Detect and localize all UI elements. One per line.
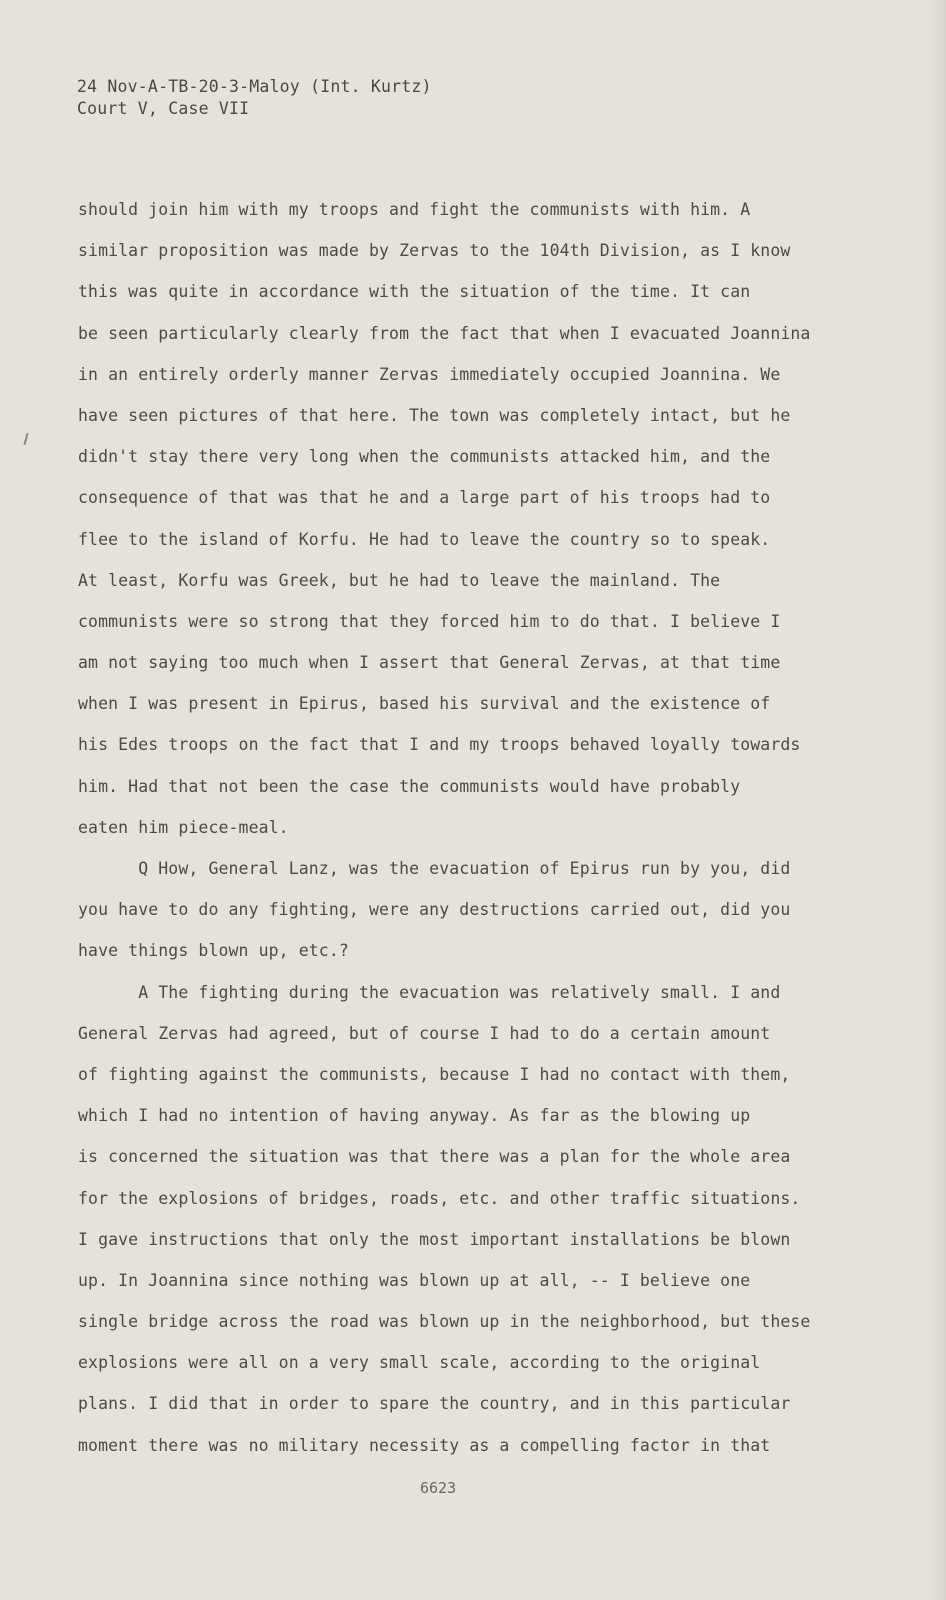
stray-pen-mark [23,433,28,445]
text-line: him. Had that not been the case the communists would have probably [78,776,741,796]
page-edge [928,0,946,1600]
text-line: have seen pictures of that here. The town was completely intact, but he [78,405,791,425]
question-line: Q How, General Lanz, was the evacuation of Epirus run by you, did [78,859,791,878]
text-line: single bridge across the road was blown up in the neighborhood, but these [78,1312,811,1332]
text-line: At least, Korfu was Greek, but he had to leave the mainland. The [78,570,721,590]
text-line: should join him with my troops and fight the communists with him. A [78,200,751,219]
text-line: explosions were all on a very small scale, according to the original [78,1353,761,1373]
answer-line: A The fighting during the evacuation was relatively small. I and [78,982,781,1002]
text-line: communists were so strong that they forced him to do that. I believe I [78,611,781,631]
text-line: is concerned the situation was that there was a plan for the whole area [78,1147,791,1167]
text-line: didn't stay there very long when the communists attacked him, and the [78,447,771,467]
text-line: this was quite in accordance with the situation of the time. It can [78,282,751,302]
text-line: for the explosions of bridges, roads, etc. and other traffic situations. [78,1188,801,1208]
header-line-court: Court V, Case VII [77,99,250,118]
text-line: consequence of that was that he and a large part of his troops had to [78,488,771,508]
text-line: moment there was no military necessity as a compelling factor in that [78,1435,771,1455]
text-line: you have to do any fighting, were any destructions carried out, did you [78,900,791,920]
text-line: when I was present in Epirus, based his survival and the existence of [78,694,771,714]
transcript-body [78,198,838,1475]
text-line: of fighting against the communists, because I had no contact with them, [78,1064,791,1084]
text-line: flee to the island of Korfu. He had to leave the country so to speak. [78,529,771,549]
text-line: General Zervas had agreed, but of course I had to do a certain amount [78,1023,771,1043]
text-line: up. In Joannina since nothing was blown up at all, -- I believe one [78,1270,751,1290]
text-line: eaten him piece-meal. [78,817,289,837]
text-line: in an entirely orderly manner Zervas immediately occupied Joannina. We [78,364,781,384]
text-line: have things blown up, etc.? [78,941,349,961]
text-line: I gave instructions that only the most important installations be blown [78,1229,791,1249]
text-line: plans. I did that in order to spare the country, and in this particular [78,1394,791,1414]
page-number: 6623 [420,1479,457,1497]
text-line: which I had no intention of having anyway. As far as the blowing up [78,1106,751,1126]
document-header [77,76,432,120]
text-line: his Edes troops on the fact that I and my troops behaved loyally towards [78,735,801,755]
text-line: am not saying too much when I assert that General Zervas, at that time [78,653,781,673]
text-line: be seen particularly clearly from the fact that when I evacuated Joannina [78,323,811,343]
header-line-case-reference: 24 Nov-A-TB-20-3-Maloy (Int. Kurtz) [77,77,432,96]
text-line: similar proposition was made by Zervas to the 104th Division, as I know [78,241,791,261]
